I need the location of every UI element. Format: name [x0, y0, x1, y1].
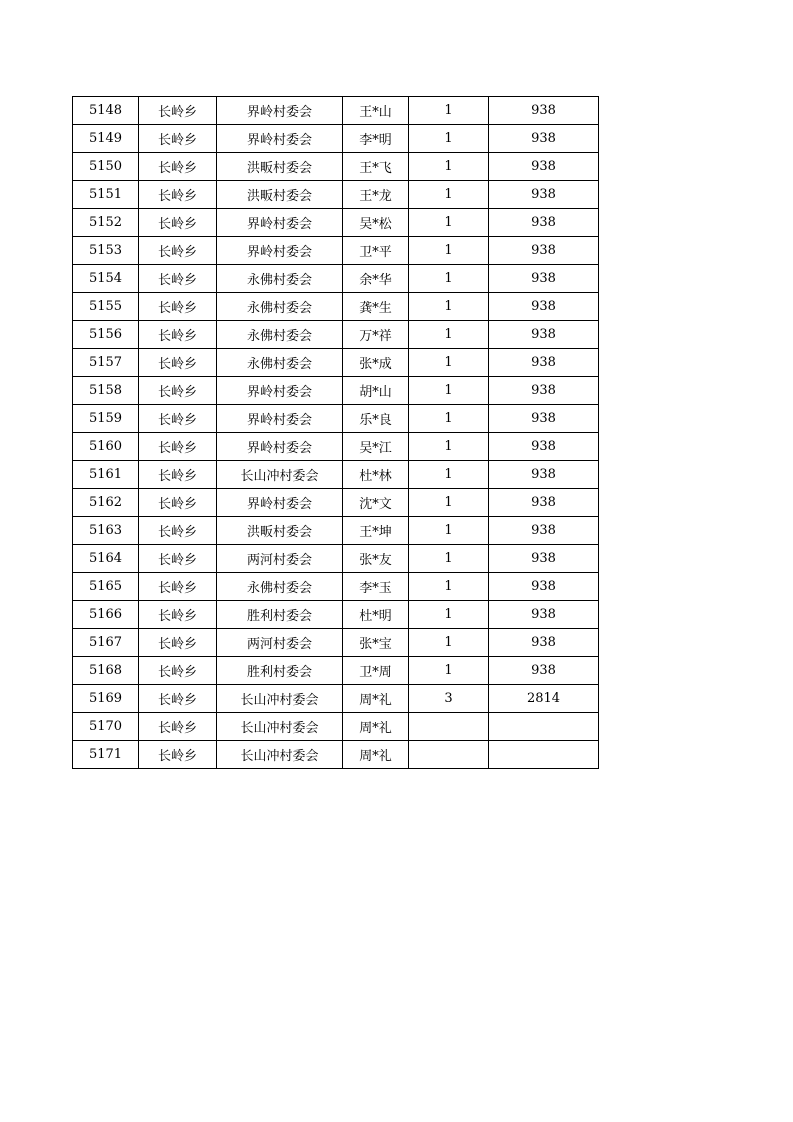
cell-id: 5152	[73, 209, 139, 237]
cell-id: 5168	[73, 657, 139, 685]
cell-count: 1	[409, 349, 489, 377]
cell-town: 长岭乡	[139, 265, 217, 293]
cell-village: 永佛村委会	[217, 265, 343, 293]
cell-name: 李*明	[343, 125, 409, 153]
cell-count: 1	[409, 377, 489, 405]
cell-count: 1	[409, 517, 489, 545]
table-row	[73, 461, 599, 489]
cell-amount: 938	[489, 433, 599, 461]
cell-id: 5154	[73, 265, 139, 293]
cell-amount: 938	[489, 517, 599, 545]
cell-amount: 938	[489, 629, 599, 657]
cell-amount: 938	[489, 545, 599, 573]
cell-town: 长岭乡	[139, 181, 217, 209]
cell-name: 王*飞	[343, 153, 409, 181]
cell-id: 5161	[73, 461, 139, 489]
cell-id: 5167	[73, 629, 139, 657]
cell-count: 1	[409, 601, 489, 629]
cell-amount: 938	[489, 461, 599, 489]
cell-count: 1	[409, 265, 489, 293]
cell-town: 长岭乡	[139, 685, 217, 713]
cell-count: 1	[409, 405, 489, 433]
cell-name: 张*友	[343, 545, 409, 573]
cell-id: 5170	[73, 713, 139, 741]
cell-amount: 938	[489, 657, 599, 685]
cell-count: 1	[409, 209, 489, 237]
cell-id: 5158	[73, 377, 139, 405]
cell-name: 李*玉	[343, 573, 409, 601]
roster-table-body	[73, 97, 599, 769]
table-row	[73, 489, 599, 517]
table-row	[73, 629, 599, 657]
cell-town: 长岭乡	[139, 461, 217, 489]
cell-id: 5148	[73, 97, 139, 125]
cell-amount: 938	[489, 125, 599, 153]
cell-name: 余*华	[343, 265, 409, 293]
cell-village: 长山冲村委会	[217, 685, 343, 713]
cell-village: 界岭村委会	[217, 433, 343, 461]
roster-table	[72, 96, 599, 769]
cell-id: 5157	[73, 349, 139, 377]
cell-count	[409, 741, 489, 769]
cell-town: 长岭乡	[139, 517, 217, 545]
table-row	[73, 601, 599, 629]
table-row	[73, 237, 599, 265]
cell-id: 5153	[73, 237, 139, 265]
cell-amount: 938	[489, 489, 599, 517]
cell-name: 周*礼	[343, 713, 409, 741]
cell-village: 界岭村委会	[217, 97, 343, 125]
cell-town: 长岭乡	[139, 601, 217, 629]
cell-village: 永佛村委会	[217, 573, 343, 601]
cell-town: 长岭乡	[139, 405, 217, 433]
cell-name: 周*礼	[343, 685, 409, 713]
table-row	[73, 209, 599, 237]
cell-id: 5159	[73, 405, 139, 433]
cell-amount: 938	[489, 265, 599, 293]
cell-village: 两河村委会	[217, 629, 343, 657]
cell-amount: 938	[489, 349, 599, 377]
table-row	[73, 713, 599, 741]
cell-village: 永佛村委会	[217, 321, 343, 349]
cell-village: 洪畈村委会	[217, 153, 343, 181]
cell-id: 5156	[73, 321, 139, 349]
cell-amount: 938	[489, 209, 599, 237]
cell-village: 长山冲村委会	[217, 461, 343, 489]
cell-village: 胜利村委会	[217, 601, 343, 629]
cell-count: 1	[409, 629, 489, 657]
cell-count: 1	[409, 545, 489, 573]
table-row	[73, 573, 599, 601]
cell-count: 1	[409, 433, 489, 461]
table-row	[73, 97, 599, 125]
cell-count: 1	[409, 321, 489, 349]
cell-town: 长岭乡	[139, 629, 217, 657]
cell-village: 长山冲村委会	[217, 713, 343, 741]
cell-name: 杜*明	[343, 601, 409, 629]
cell-town: 长岭乡	[139, 489, 217, 517]
table-row	[73, 321, 599, 349]
cell-count: 3	[409, 685, 489, 713]
table-row	[73, 181, 599, 209]
cell-id: 5151	[73, 181, 139, 209]
cell-amount: 938	[489, 601, 599, 629]
cell-amount: 938	[489, 237, 599, 265]
cell-id: 5163	[73, 517, 139, 545]
cell-name: 卫*平	[343, 237, 409, 265]
cell-id: 5166	[73, 601, 139, 629]
table-row	[73, 265, 599, 293]
table-row	[73, 153, 599, 181]
cell-village: 界岭村委会	[217, 405, 343, 433]
table-row	[73, 685, 599, 713]
cell-town: 长岭乡	[139, 741, 217, 769]
cell-amount: 938	[489, 377, 599, 405]
cell-name: 王*坤	[343, 517, 409, 545]
cell-town: 长岭乡	[139, 433, 217, 461]
cell-amount	[489, 741, 599, 769]
cell-town: 长岭乡	[139, 713, 217, 741]
table-row	[73, 349, 599, 377]
cell-town: 长岭乡	[139, 125, 217, 153]
cell-id: 5165	[73, 573, 139, 601]
cell-town: 长岭乡	[139, 153, 217, 181]
cell-id: 5171	[73, 741, 139, 769]
cell-name: 卫*周	[343, 657, 409, 685]
cell-name: 吴*松	[343, 209, 409, 237]
cell-count	[409, 713, 489, 741]
cell-name: 周*礼	[343, 741, 409, 769]
cell-count: 1	[409, 489, 489, 517]
table-row	[73, 517, 599, 545]
cell-village: 两河村委会	[217, 545, 343, 573]
cell-name: 王*龙	[343, 181, 409, 209]
cell-name: 张*成	[343, 349, 409, 377]
cell-id: 5149	[73, 125, 139, 153]
cell-name: 杜*林	[343, 461, 409, 489]
cell-name: 万*祥	[343, 321, 409, 349]
table-row	[73, 657, 599, 685]
cell-amount: 938	[489, 573, 599, 601]
cell-town: 长岭乡	[139, 349, 217, 377]
cell-id: 5160	[73, 433, 139, 461]
cell-village: 界岭村委会	[217, 125, 343, 153]
cell-village: 界岭村委会	[217, 209, 343, 237]
cell-village: 永佛村委会	[217, 293, 343, 321]
cell-amount: 2814	[489, 685, 599, 713]
cell-village: 胜利村委会	[217, 657, 343, 685]
cell-amount: 938	[489, 405, 599, 433]
cell-village: 界岭村委会	[217, 489, 343, 517]
cell-town: 长岭乡	[139, 321, 217, 349]
cell-count: 1	[409, 237, 489, 265]
cell-town: 长岭乡	[139, 377, 217, 405]
cell-count: 1	[409, 461, 489, 489]
cell-town: 长岭乡	[139, 545, 217, 573]
cell-town: 长岭乡	[139, 293, 217, 321]
cell-id: 5150	[73, 153, 139, 181]
table-row	[73, 377, 599, 405]
cell-name: 王*山	[343, 97, 409, 125]
table-row	[73, 741, 599, 769]
cell-amount: 938	[489, 321, 599, 349]
table-row	[73, 125, 599, 153]
cell-name: 张*宝	[343, 629, 409, 657]
cell-village: 界岭村委会	[217, 237, 343, 265]
cell-count: 1	[409, 153, 489, 181]
cell-id: 5155	[73, 293, 139, 321]
table-row	[73, 293, 599, 321]
cell-count: 1	[409, 573, 489, 601]
cell-amount	[489, 713, 599, 741]
cell-id: 5169	[73, 685, 139, 713]
cell-amount: 938	[489, 293, 599, 321]
cell-amount: 938	[489, 181, 599, 209]
cell-count: 1	[409, 181, 489, 209]
cell-name: 乐*良	[343, 405, 409, 433]
cell-amount: 938	[489, 153, 599, 181]
cell-count: 1	[409, 657, 489, 685]
table-row	[73, 405, 599, 433]
cell-name: 龚*生	[343, 293, 409, 321]
cell-amount: 938	[489, 97, 599, 125]
cell-village: 永佛村委会	[217, 349, 343, 377]
cell-town: 长岭乡	[139, 97, 217, 125]
cell-village: 长山冲村委会	[217, 741, 343, 769]
cell-count: 1	[409, 97, 489, 125]
cell-village: 洪畈村委会	[217, 517, 343, 545]
cell-name: 吴*江	[343, 433, 409, 461]
cell-town: 长岭乡	[139, 657, 217, 685]
cell-town: 长岭乡	[139, 209, 217, 237]
cell-village: 洪畈村委会	[217, 181, 343, 209]
cell-name: 胡*山	[343, 377, 409, 405]
cell-town: 长岭乡	[139, 573, 217, 601]
table-row	[73, 545, 599, 573]
cell-name: 沈*文	[343, 489, 409, 517]
cell-count: 1	[409, 125, 489, 153]
table-row	[73, 433, 599, 461]
cell-id: 5164	[73, 545, 139, 573]
cell-count: 1	[409, 293, 489, 321]
cell-village: 界岭村委会	[217, 377, 343, 405]
cell-town: 长岭乡	[139, 237, 217, 265]
cell-id: 5162	[73, 489, 139, 517]
